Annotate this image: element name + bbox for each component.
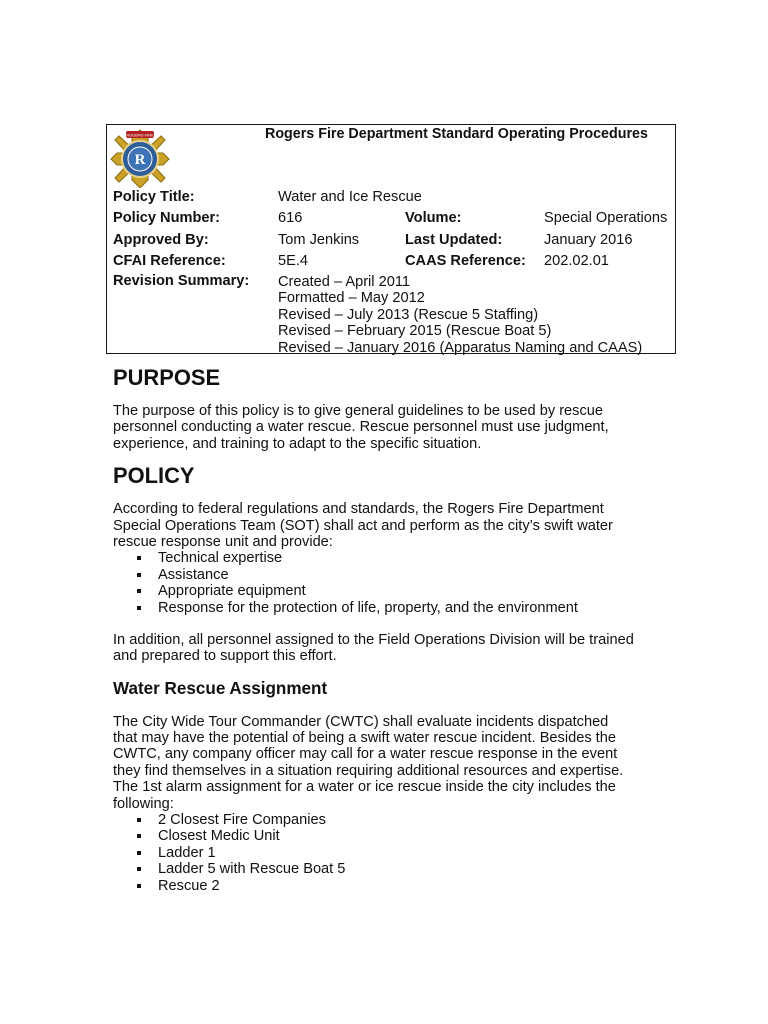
volume-label: Volume: xyxy=(405,210,462,226)
text-line: rescue response unit and provide: xyxy=(113,533,333,550)
approved-by-label: Approved By: xyxy=(113,232,209,248)
list-item: 2 Closest Fire Companies xyxy=(113,812,673,828)
logo-letter: R xyxy=(134,152,146,168)
policy-header-table xyxy=(106,124,676,354)
policy-title-label: Policy Title: xyxy=(113,189,195,205)
revision-line: Formatted – May 2012 xyxy=(278,290,425,307)
approved-by-row xyxy=(107,232,675,249)
policy-title-value: Water and Ice Rescue xyxy=(278,189,422,205)
text-line: personnel conducting a water rescue. Rescue personnel must use judgment, xyxy=(113,419,609,436)
text-line: they find themselves in a situation requiring additional resources and expertise. xyxy=(113,762,624,779)
fire-department-badge-icon xyxy=(109,128,171,188)
water-rescue-paragraph xyxy=(113,714,673,812)
text-line: In addition, all personnel assigned to the Field Operations Division will be trained xyxy=(113,631,634,648)
policy-heading: POLICY xyxy=(113,463,195,489)
policy-paragraph xyxy=(113,501,673,550)
water-rescue-assignment-heading: Water Rescue Assignment xyxy=(113,678,328,698)
text-line: following: xyxy=(113,795,174,812)
text-line: Special Operations Team (SOT) shall act and perform as the city’s swift water xyxy=(113,517,613,534)
cfai-reference-label: CFAI Reference: xyxy=(113,253,226,269)
cfai-reference-row xyxy=(107,253,675,270)
last-updated-label: Last Updated: xyxy=(405,232,503,248)
revision-summary-label: Revision Summary: xyxy=(113,273,250,289)
list-item: Response for the protection of life, property, and the environment xyxy=(113,600,673,616)
policy-title-row xyxy=(107,189,675,206)
text-line: and prepared to support this effort. xyxy=(113,648,337,665)
text-line: CWTC, any company officer may call for a water rescue response in the event xyxy=(113,746,618,763)
policy-number-value: 616 xyxy=(278,210,303,226)
addition-paragraph xyxy=(113,632,673,665)
revision-line: Revised – July 2013 (Rescue 5 Staffing) xyxy=(278,306,539,323)
cfai-reference-value: 5E.4 xyxy=(278,253,309,269)
text-line: According to federal regulations and standards, the Rogers Fire Department xyxy=(113,501,604,518)
policy-bullet-list xyxy=(113,550,673,616)
caas-reference-label: CAAS Reference: xyxy=(405,253,526,269)
revision-line: Revised – January 2016 (Apparatus Naming and CAAS) xyxy=(278,339,643,356)
text-line: The 1st alarm assignment for a water or ice rescue inside the city includes the xyxy=(113,779,616,796)
list-item: Ladder 1 xyxy=(113,845,673,861)
list-item: Appropriate equipment xyxy=(113,583,673,599)
list-item: Technical expertise xyxy=(113,550,673,566)
assignment-bullet-list xyxy=(113,812,673,894)
revision-line: Revised – February 2015 (Rescue Boat 5) xyxy=(278,323,552,340)
document-title: Rogers Fire Department Standard Operating Procedures xyxy=(265,126,648,142)
revision-summary-list xyxy=(278,274,642,356)
policy-number-row xyxy=(107,210,675,227)
volume-value: Special Operations xyxy=(544,210,668,226)
document-body xyxy=(113,365,673,894)
approved-by-value: Tom Jenkins xyxy=(278,232,360,248)
revision-line: Created – April 2011 xyxy=(278,274,410,290)
purpose-paragraph xyxy=(113,403,673,452)
purpose-heading: PURPOSE xyxy=(113,365,221,390)
list-item: Ladder 5 with Rescue Boat 5 xyxy=(113,861,673,877)
text-line: that may have the potential of being a swift water rescue incident. Besides the xyxy=(113,730,616,747)
text-line: experience, and training to adapt to the specific situation. xyxy=(113,435,482,452)
last-updated-value: January 2016 xyxy=(544,232,633,248)
policy-number-label: Policy Number: xyxy=(113,210,221,226)
caas-reference-value: 202.02.01 xyxy=(544,253,609,269)
list-item: Closest Medic Unit xyxy=(113,828,673,844)
logo-ribbon-text: ROGERS FIRE xyxy=(126,132,154,138)
list-item: Rescue 2 xyxy=(113,878,673,894)
text-line: The purpose of this policy is to give general guidelines to be used by rescue xyxy=(113,403,603,419)
list-item: Assistance xyxy=(113,567,673,583)
text-line: The City Wide Tour Commander (CWTC) shall evaluate incidents dispatched xyxy=(113,713,609,730)
